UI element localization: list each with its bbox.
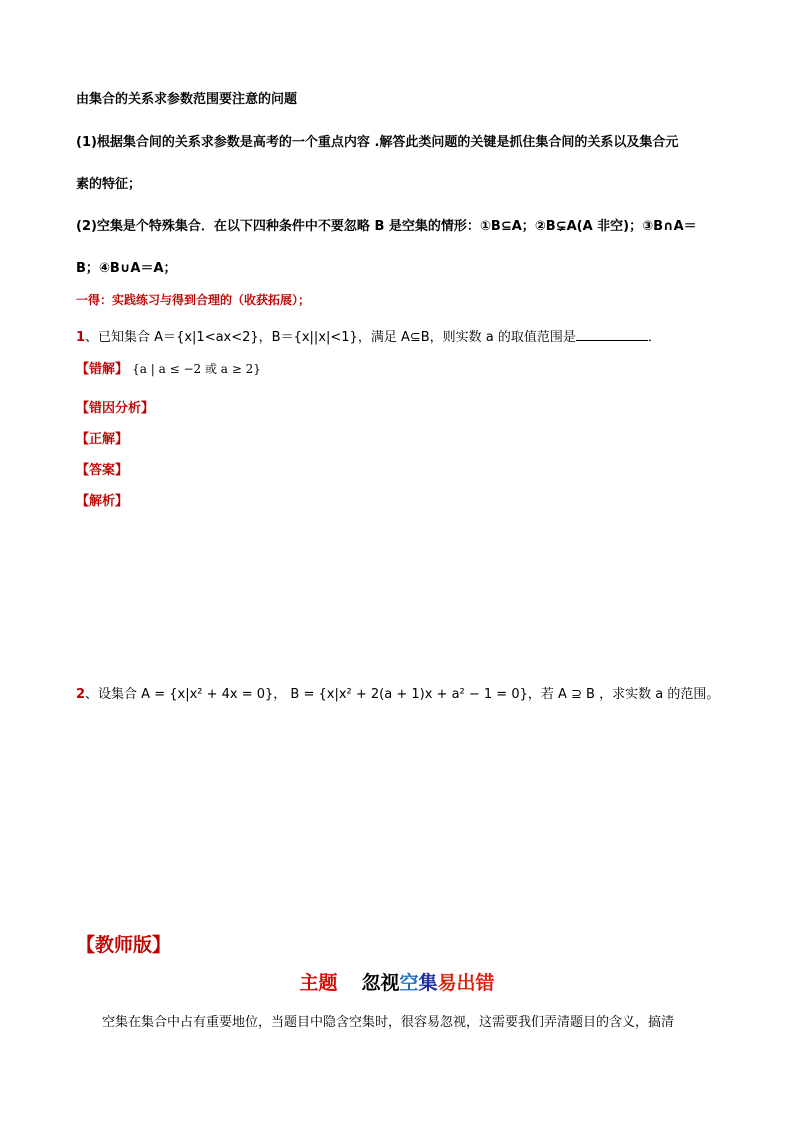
intro-heading: 由集合的关系求参数范围要注意的问题 [76,92,298,107]
topic-title-prefix: 主题 [299,972,338,994]
answer-blank [576,328,648,341]
question-1 [76,326,661,345]
wrong-solution-answer: {a | a ≤ −2 或 a ≥ 2} [132,362,261,376]
error-analysis-label: 【错因分析】 [76,401,155,416]
topic-title-word-4: 易出错 [437,972,495,994]
correct-solution-label: 【正解】 [76,432,129,447]
wrong-solution-row [76,358,261,377]
question-1-text: 、已知集合 A＝{x|1<ax<2}，B＝{x||x|<1}，满足 A⊆B，则实数 a 的取值范围是 [85,330,576,345]
teacher-edition-label: 【教师版】 [76,934,172,956]
question-1-number: 1 [76,330,86,345]
intro-paragraph-2-line-1: (2)空集是个特殊集合．在以下四种条件中不要忽略 B 是空集的情形：①B⊆A；②B⊊A(A 非空)；③B∩A＝ [76,219,697,234]
question-2-text: 、设集合 A = {x|x² + 4x = 0}， B = {x|x² + 2(a + 1)x + a² − 1 = 0}，若 A ⊇ B ，求实数 a 的范围。 [85,687,720,702]
intro-paragraph-1-line-2: 素的特征； [76,177,142,192]
intro-paragraph-1-line-1: (1)根据集合间的关系求参数是高考的一个重点内容 .解答此类问题的关键是抓住集合间的关系以及集合元 [76,135,679,150]
question-1-end: ． [647,330,661,345]
question-2 [76,683,719,702]
topic-title-word-1: 忽视 [361,972,400,994]
section-label: 一得：实践练习与得到合理的（收获拓展）； [76,293,311,307]
topic-title [0,968,794,995]
topic-title-word-2: 空 [399,972,419,994]
wrong-solution-label: 【错解】 [76,362,129,377]
intro-paragraph-2-line-2: B；④B∪A＝A； [76,261,177,276]
explanation-label: 【解析】 [76,494,129,509]
question-2-number: 2 [76,687,86,702]
teacher-intro-paragraph: 空集在集合中占有重要地位，当题目中隐含空集时，很容易忽视，这需要我们弄清题目的含义，搞清 [102,1015,675,1030]
answer-label: 【答案】 [76,463,129,478]
topic-title-word-3: 集 [418,972,438,994]
